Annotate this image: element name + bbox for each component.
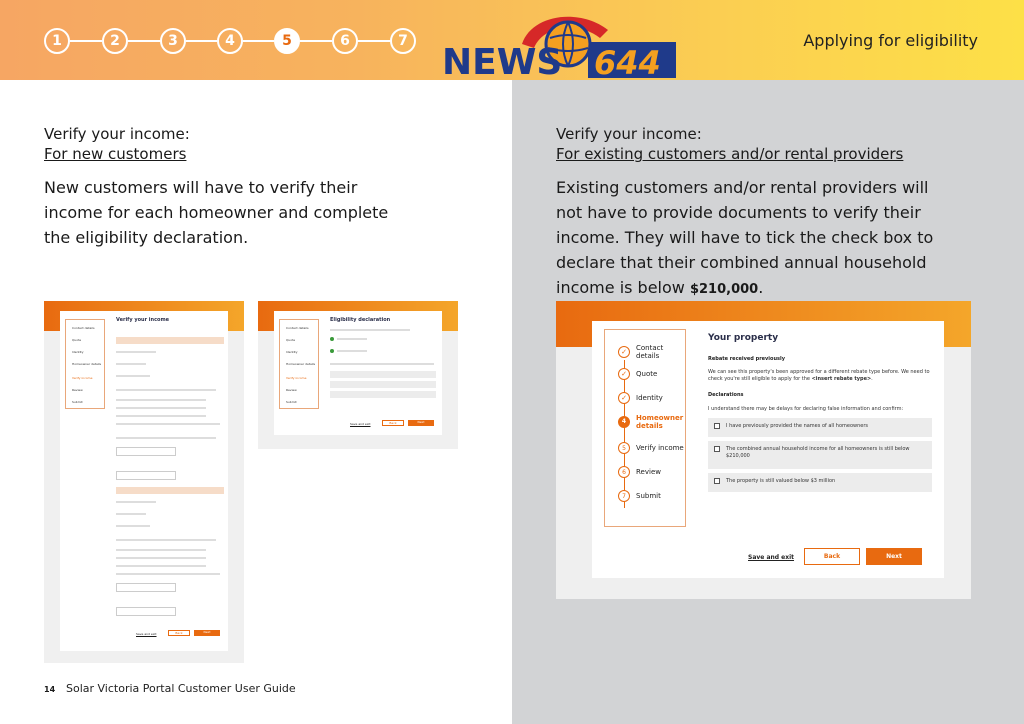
- left-heading-line2: For new customers: [44, 145, 187, 163]
- svg-text:644: 644: [594, 44, 661, 80]
- rebate-text-body: We can see this property's been approved for a different rebate type before. We need to check you're still eligible to apply for the: [708, 369, 930, 382]
- mini-text-line: [116, 363, 146, 365]
- right-heading-line1: Verify your income:: [556, 125, 702, 143]
- save-and-exit-link[interactable]: Save and exit: [748, 554, 795, 561]
- mini-nav-item: Quote: [72, 338, 82, 342]
- mini-nav-item: Submit: [72, 400, 83, 404]
- mini-nav-item: Review: [72, 388, 83, 392]
- step-number-icon: 7: [618, 490, 630, 502]
- nav-item-label: Homeowner details: [636, 414, 684, 430]
- step-1: 1: [44, 28, 70, 54]
- mini-nav-item: Contact details: [286, 326, 309, 330]
- screenshot-verify-income: [44, 301, 244, 663]
- income-threshold: $210,000: [689, 282, 759, 297]
- step-2: 2: [102, 28, 128, 54]
- step-number-icon: 5: [618, 442, 630, 454]
- right-paragraph-line1: Existing customers and/or rental providers will: [556, 178, 929, 197]
- nav-item-label: Verify income: [636, 444, 684, 452]
- mini-checkbox-row: [330, 381, 436, 388]
- rebate-heading: Rebate received previously: [708, 356, 785, 362]
- news644-logo: [440, 8, 680, 80]
- mini-text-line: [116, 549, 206, 551]
- left-heading-line1: Verify your income:: [44, 125, 190, 143]
- mini-text-line: [116, 375, 150, 377]
- step-connector: [128, 40, 160, 42]
- step-progress: [44, 28, 424, 56]
- mini-nav-item: Homeowner details: [72, 362, 102, 366]
- mini-nav-item: Contact details: [72, 326, 95, 330]
- step-5-active: 5: [274, 28, 300, 54]
- mini-text-line: [337, 338, 367, 340]
- mini-nav-item: Submit: [286, 400, 297, 404]
- mini-input: [116, 471, 176, 480]
- mini-text-line: [330, 363, 434, 365]
- screenshot-card: [60, 311, 228, 651]
- left-paragraph-line1: New customers will have to verify their: [44, 178, 358, 197]
- property-title: Your property: [708, 333, 779, 343]
- step-connector: [70, 40, 102, 42]
- mini-nav-item: Review: [286, 388, 297, 392]
- screenshot-eligibility-declaration: [258, 301, 458, 449]
- mini-text-line: [330, 329, 410, 331]
- nav-item-identity[interactable]: [618, 392, 663, 404]
- mini-title: Verify your income: [116, 317, 170, 323]
- check-icon: ✓: [618, 346, 630, 358]
- nav-item-label: Submit: [636, 492, 661, 500]
- mini-nav-item: Quote: [286, 338, 296, 342]
- left-heading: [44, 124, 190, 164]
- mini-text-line: [116, 565, 206, 567]
- checkbox[interactable]: [714, 478, 720, 484]
- nav-item-label: Quote: [636, 370, 658, 378]
- back-button[interactable]: Back: [804, 548, 860, 565]
- right-paragraph-line4: declare that their combined annual household: [556, 253, 927, 272]
- mini-back-button: Back: [382, 420, 404, 426]
- step-6: 6: [332, 28, 358, 54]
- mini-text-line: [116, 573, 220, 575]
- section-title: Applying for eligibility: [803, 31, 978, 50]
- mini-input: [116, 447, 176, 456]
- mini-input: [116, 583, 176, 592]
- mini-text-line: [337, 350, 367, 352]
- mini-nav-item: Identity: [72, 350, 84, 354]
- step-number-icon: 4: [618, 416, 630, 428]
- page-number: 14: [44, 685, 56, 694]
- step-number-icon: 6: [618, 466, 630, 478]
- checkbox-homeowner-names[interactable]: [708, 418, 932, 437]
- mini-save-link: Save and exit: [136, 632, 157, 636]
- screenshot-card: [274, 311, 442, 435]
- mini-next-button: Next: [194, 630, 220, 636]
- mini-checkbox-row: [330, 391, 436, 398]
- rebate-text: [708, 369, 938, 383]
- mini-homeowner-bar: [116, 487, 224, 494]
- mini-next-button: Next: [408, 420, 434, 426]
- mini-text-line: [116, 501, 156, 503]
- mini-stepper: [65, 319, 105, 409]
- mini-nav-item-active: Verify income: [72, 376, 93, 380]
- page-header: [0, 0, 1024, 80]
- svg-text:NEWS: NEWS: [442, 42, 563, 80]
- declarations-text: I understand there may be delays for declaring false information and confirm:: [708, 406, 904, 412]
- mini-homeowner-bar: [116, 337, 224, 344]
- mini-save-link: Save and exit: [350, 422, 371, 426]
- rebate-text-end: .: [871, 376, 873, 382]
- mini-nav-item: Homeowner details: [286, 362, 316, 366]
- stepper-line: [624, 360, 625, 508]
- mini-check-icon: [330, 337, 334, 341]
- right-paragraph-line5-pre: income is below: [556, 278, 690, 297]
- step-connector: [243, 40, 274, 42]
- next-button[interactable]: Next: [866, 548, 922, 565]
- right-heading-line2: For existing customers and/or rental providers: [556, 145, 904, 163]
- mini-text-line: [116, 399, 206, 401]
- step-connector: [300, 40, 332, 42]
- step-connector: [186, 40, 217, 42]
- rebate-type: <insert rebate type>: [811, 376, 872, 382]
- left-paragraph-line2: income for each homeowner and complete: [44, 203, 389, 222]
- nav-item-quote[interactable]: [618, 368, 657, 380]
- declarations-heading: Declarations: [708, 392, 744, 398]
- checkbox-label: The combined annual household income for all homeowners is still below $210,000: [726, 446, 910, 459]
- nav-item-label: Contact details: [636, 344, 664, 360]
- mini-text-line: [116, 407, 206, 409]
- step-4: 4: [217, 28, 243, 54]
- checkbox-household-income[interactable]: [708, 441, 932, 469]
- left-paragraph: [44, 175, 388, 250]
- mini-check-icon: [330, 349, 334, 353]
- mini-text-line: [116, 415, 206, 417]
- right-paragraph-line2: not have to provide documents to verify their: [556, 203, 921, 222]
- nav-item-review[interactable]: [618, 466, 661, 478]
- mini-text-line: [116, 437, 216, 439]
- right-paragraph-line3: income. They will have to tick the check box to: [556, 228, 934, 247]
- check-icon: ✓: [618, 392, 630, 404]
- checkbox-label: I have previously provided the names of all homeowners: [726, 423, 869, 429]
- right-paragraph: [556, 175, 933, 302]
- mini-text-line: [116, 351, 156, 353]
- right-paragraph-line5: [556, 275, 933, 302]
- right-heading: [556, 124, 903, 164]
- left-paragraph-line3: the eligibility declaration.: [44, 228, 249, 247]
- checkbox[interactable]: [714, 446, 720, 452]
- mini-nav-item-active: Verify income: [286, 376, 307, 380]
- mini-text-line: [116, 513, 146, 515]
- step-connector: [358, 40, 390, 42]
- nav-item-label: Review: [636, 468, 661, 476]
- nav-item-submit[interactable]: [618, 490, 661, 502]
- step-7: 7: [390, 28, 416, 54]
- check-icon: ✓: [618, 368, 630, 380]
- mini-title: Eligibility declaration: [330, 317, 391, 323]
- nav-item-verify-income[interactable]: [618, 442, 684, 454]
- checkbox[interactable]: [714, 423, 720, 429]
- mini-text-line: [116, 525, 150, 527]
- checkbox-property-value[interactable]: [708, 473, 932, 492]
- property-card: [592, 321, 944, 578]
- mini-text-line: [116, 423, 220, 425]
- screenshot-your-property: [556, 301, 971, 599]
- checkbox-label: The property is still valued below $3 million: [726, 478, 836, 484]
- right-paragraph-line5-post: .: [758, 278, 764, 297]
- mini-text-line: [116, 389, 216, 391]
- nav-item-homeowner-details[interactable]: [618, 414, 684, 430]
- nav-item-label: Identity: [636, 394, 663, 402]
- mini-stepper: [279, 319, 319, 409]
- mini-input: [116, 607, 176, 616]
- progress-stepper: [604, 329, 686, 527]
- nav-item-contact-details[interactable]: [618, 344, 685, 360]
- mini-back-button: Back: [168, 630, 190, 636]
- mini-text-line: [116, 557, 206, 559]
- mini-checkbox-row: [330, 371, 436, 378]
- mini-nav-item: Identity: [286, 350, 298, 354]
- guide-title: Solar Victoria Portal Customer User Guide: [66, 682, 296, 695]
- step-3: 3: [160, 28, 186, 54]
- mini-text-line: [116, 539, 216, 541]
